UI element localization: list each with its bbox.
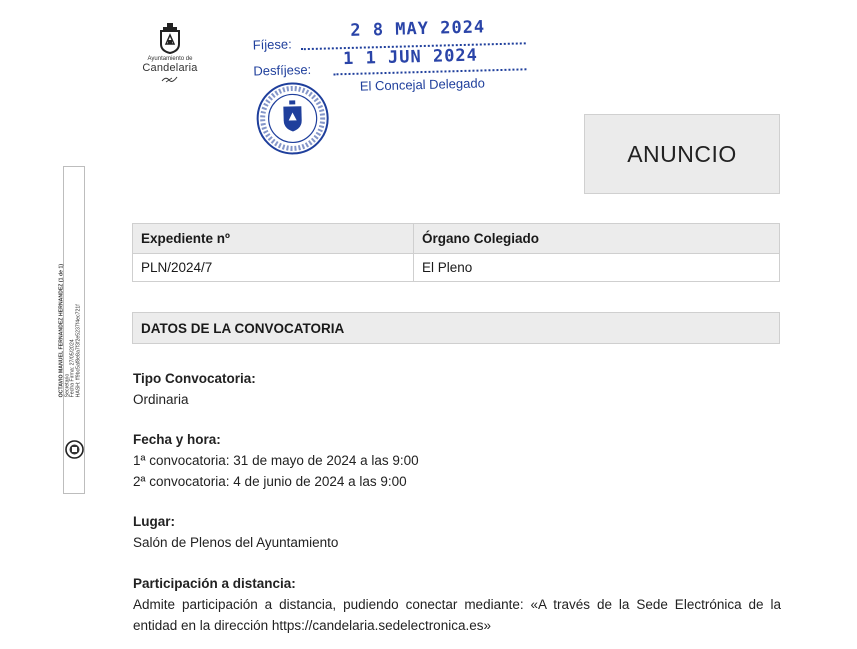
tipo-value: Ordinaria xyxy=(133,392,189,407)
desfijese-label: Desfíjese: xyxy=(253,61,312,79)
cell-expediente: PLN/2024/7 xyxy=(133,254,414,282)
anuncio-title: ANUNCIO xyxy=(627,140,737,167)
lugar-label: Lugar: xyxy=(133,514,175,529)
datos-header-text: DATOS DE LA CONVOCATORIA xyxy=(133,313,780,344)
desfijese-date: 1 1 JUN 2024 xyxy=(342,45,479,70)
signer-name: OCTAVIO MANUEL FERNANDEZ HERNANDEZ (1 de 1) xyxy=(58,263,65,397)
crest-icon xyxy=(157,22,183,54)
anuncio-title-box xyxy=(584,114,780,194)
desfijese-dotted-line xyxy=(333,68,526,75)
fecha-segunda: 2ª convocatoria: 4 de junio de 2024 a las 9:00 xyxy=(133,474,407,489)
datos-convocatoria-header xyxy=(132,312,780,344)
participacion-label: Participación a distancia: xyxy=(133,576,296,591)
participacion-value: Admite participación a distancia, pudiendo conectar mediante: «A través de la Sede Electrónica de la entidad en la dirección https://candelaria.sedelectronica.es» xyxy=(133,597,781,633)
signer-role: Secretario xyxy=(64,373,71,397)
section-fecha xyxy=(133,429,781,492)
table-row xyxy=(133,254,780,282)
municipal-seal-icon xyxy=(254,79,332,157)
logo-name: Candelaria xyxy=(142,62,198,74)
section-tipo xyxy=(133,368,781,410)
side-signature-text xyxy=(58,197,82,397)
expediente-table xyxy=(132,223,780,282)
table-header-row xyxy=(133,224,780,254)
signature-hash: HASH: ff9bc5af8e8a7f3f2e5237f4ec721f xyxy=(75,303,82,397)
publication-stamp xyxy=(232,10,556,168)
fijese-date: 2 8 MAY 2024 xyxy=(350,17,486,41)
fecha-label: Fecha y hora: xyxy=(133,432,221,447)
header-organo: Órgano Colegiado xyxy=(414,224,780,254)
signature-date: Fecha Firma: 27/05/2024 xyxy=(69,339,76,397)
section-lugar xyxy=(133,511,781,553)
fecha-primera: 1ª convocatoria: 31 de mayo de 2024 a las 9:00 xyxy=(133,453,419,468)
logo-flourish-icon xyxy=(160,75,180,83)
lugar-value: Salón de Plenos del Ayuntamiento xyxy=(133,535,339,550)
municipality-logo xyxy=(130,22,210,83)
side-signature-strip xyxy=(58,166,85,494)
header-expediente: Expediente nº xyxy=(133,224,414,254)
logo-small-text: Ayuntamiento de xyxy=(147,56,193,62)
tipo-label: Tipo Convocatoria: xyxy=(133,371,256,386)
section-participacion xyxy=(133,573,781,636)
signature-seal-icon xyxy=(65,440,84,459)
stamp-signer: El Concejal Delegado xyxy=(359,75,486,94)
cell-organo: El Pleno xyxy=(414,254,780,282)
fijese-label: Fíjese: xyxy=(252,36,292,53)
